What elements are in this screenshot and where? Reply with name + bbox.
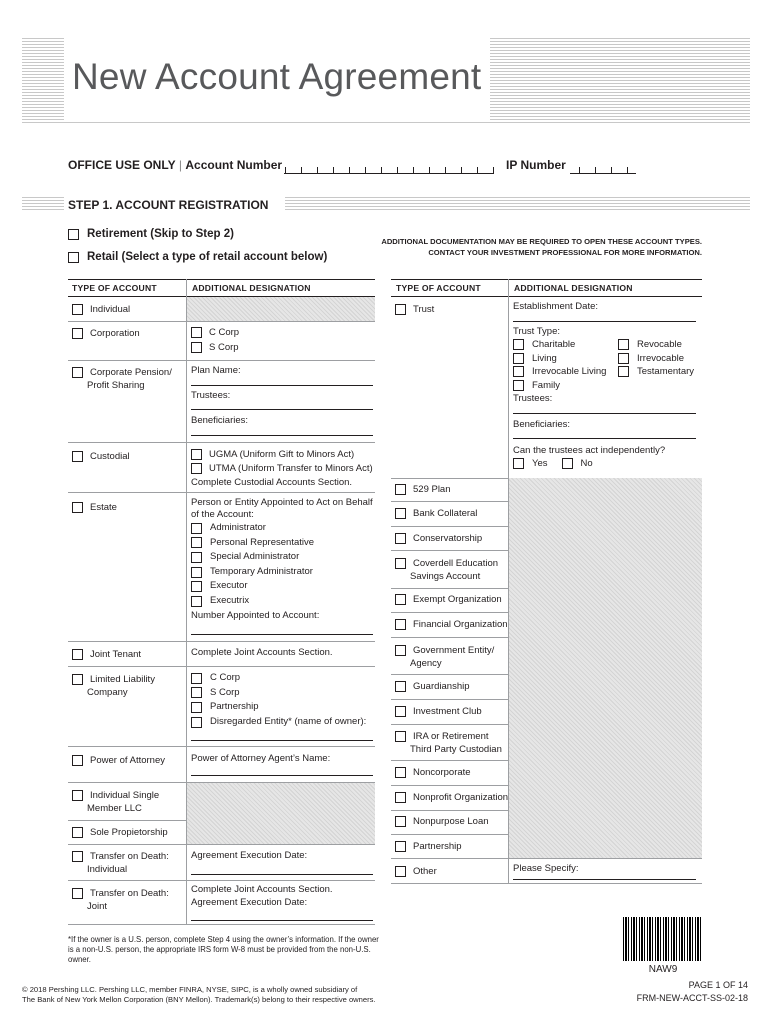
llc-checkbox[interactable]: [72, 674, 83, 685]
ira-checkbox[interactable]: [395, 731, 406, 742]
llc-designations: [191, 671, 366, 729]
title-rule: [22, 122, 750, 123]
pension-beneficiaries-label: Beneficiaries:: [191, 415, 249, 426]
estate-checkbox[interactable]: [72, 502, 83, 513]
step1-heading: STEP 1. ACCOUNT REGISTRATION: [68, 198, 269, 212]
llc-option[interactable]: Limited Liability Company: [72, 673, 155, 699]
ip-number-field[interactable]: [570, 162, 636, 174]
investment-club-option[interactable]: Investment Club: [395, 705, 482, 718]
executor-checkbox[interactable]: [191, 581, 202, 592]
testamentary-checkbox[interactable]: [618, 366, 629, 377]
estate-designations: Person or Entity Appointed to Act on Behalf of the Account: Administrator Personal Representative Special Administrator Temporary Administrator Executor Executrix Number Appointed to Account:: [191, 497, 373, 621]
form-id: FRM-NEW-ACCT-SS-02-18: [636, 993, 748, 1003]
yes-checkbox[interactable]: [513, 458, 524, 469]
disregarded-owner-field[interactable]: [191, 740, 373, 741]
act-independently-label: Can the trustees act independently?: [513, 445, 666, 456]
llc-partnership-option[interactable]: Partnership: [191, 700, 366, 715]
trust-type-label: Trust Type:: [513, 326, 560, 337]
please-specify-field[interactable]: [513, 879, 696, 880]
barcode-label: NAW9: [648, 964, 678, 975]
exempt-org-checkbox[interactable]: [395, 594, 406, 605]
investment-club-checkbox[interactable]: [395, 706, 406, 717]
trust-option[interactable]: Trust: [395, 303, 434, 316]
other-option[interactable]: Other: [395, 865, 437, 878]
sole-prop-checkbox[interactable]: [72, 827, 83, 838]
guardianship-option[interactable]: Guardianship: [395, 680, 470, 693]
irrevocable-living-checkbox[interactable]: [513, 366, 524, 377]
c-corp-checkbox[interactable]: [191, 327, 202, 338]
temp-admin-option[interactable]: Temporary Administrator: [191, 565, 373, 580]
guardianship-checkbox[interactable]: [395, 681, 406, 692]
poa-name-field[interactable]: [191, 775, 373, 776]
testamentary-option[interactable]: Testamentary: [618, 365, 694, 379]
llc-s-corp-checkbox[interactable]: [191, 687, 202, 698]
llc-disregarded-checkbox[interactable]: [191, 717, 202, 728]
right-designation-shaded: [509, 478, 702, 858]
corporation-checkbox[interactable]: [72, 328, 83, 339]
personal-rep-checkbox[interactable]: [191, 537, 202, 548]
retail-option[interactable]: Retail (Select a type of retail account below): [68, 251, 327, 263]
executrix-option[interactable]: Executrix: [191, 594, 373, 609]
charitable-checkbox[interactable]: [513, 339, 524, 350]
act-independently-options: Yes No: [513, 457, 593, 470]
financial-org-checkbox[interactable]: [395, 619, 406, 630]
estate-option[interactable]: Estate: [72, 501, 117, 514]
tod-joint-option[interactable]: Transfer on Death: Joint: [72, 887, 169, 913]
exempt-org-option[interactable]: Exempt Organization: [395, 593, 502, 606]
financial-org-option[interactable]: Financial Organization: [395, 618, 508, 631]
header-stripe-left: [22, 38, 64, 122]
other-checkbox[interactable]: [395, 866, 406, 877]
step-stripe-left: [22, 197, 64, 211]
executor-option[interactable]: Executor: [191, 579, 373, 594]
utma-checkbox[interactable]: [191, 463, 202, 474]
revocable-option[interactable]: Revocable: [618, 338, 694, 352]
bank-collateral-checkbox[interactable]: [395, 508, 406, 519]
tod-individual-date-label: Agreement Execution Date:: [191, 850, 308, 861]
number-appointed-field[interactable]: [191, 634, 373, 635]
poa-name-label: Power of Attorney Agent’s Name:: [191, 753, 331, 764]
retirement-option[interactable]: Retirement (Skip to Step 2): [68, 228, 234, 240]
copyright: © 2018 Pershing LLC. Pershing LLC, member FINRA, NYSE, SIPC, is a wholly owned subsidiary of The Bank of New York Mellon Corporation (BNY Mellon). Trademark(s) belong to their respective owners.: [22, 985, 376, 1004]
tod-joint-date-field[interactable]: [191, 920, 373, 921]
account-number-field[interactable]: [284, 162, 494, 174]
pension-beneficiaries-field[interactable]: [191, 435, 373, 436]
trust-types-left: Charitable Living Irrevocable Living Family Trustees:: [513, 339, 607, 405]
ip-number-label: IP Number: [506, 158, 566, 172]
pension-checkbox[interactable]: [72, 367, 83, 378]
account-number-label: Account Number: [185, 158, 283, 172]
tod-individual-date-field[interactable]: [191, 874, 373, 875]
llc-s-corp-option[interactable]: S Corp: [191, 686, 366, 701]
coverdell-checkbox[interactable]: [395, 558, 406, 569]
government-checkbox[interactable]: [395, 645, 406, 656]
tod-individual-option[interactable]: Transfer on Death: Individual: [72, 850, 169, 876]
single-member-shaded: [187, 783, 375, 844]
s-corp-checkbox[interactable]: [191, 342, 202, 353]
individual-checkbox[interactable]: [72, 304, 83, 315]
llc-disregarded-option[interactable]: Disregarded Entity* (name of owner):: [191, 715, 366, 730]
header-stripe-right: [490, 38, 750, 122]
joint-tenant-option[interactable]: Joint Tenant: [72, 648, 141, 661]
llc-c-corp-option[interactable]: C Corp: [191, 671, 366, 686]
ugma-option[interactable]: UGMA (Uniform Gift to Minors Act): [191, 448, 373, 461]
conservatorship-checkbox[interactable]: [395, 533, 406, 544]
trust-trustees-field[interactable]: [513, 413, 696, 414]
col-header-type-right: TYPE OF ACCOUNT: [396, 283, 481, 293]
plan-name-field[interactable]: [191, 385, 373, 386]
trust-beneficiaries-label: Beneficiaries:: [513, 419, 571, 430]
sole-prop-option[interactable]: Sole Propietorship: [72, 826, 168, 839]
noncorporate-option[interactable]: Noncorporate: [395, 766, 471, 779]
government-option[interactable]: Government Entity/ Agency: [395, 644, 494, 670]
col-header-desig-left: ADDITIONAL DESIGNATION: [192, 283, 311, 293]
pension-trustees-label: Trustees:: [191, 390, 231, 401]
special-admin-option[interactable]: Special Administrator: [191, 550, 373, 565]
col-header-type-left: TYPE OF ACCOUNT: [72, 283, 157, 293]
special-admin-checkbox[interactable]: [191, 552, 202, 563]
family-checkbox[interactable]: [513, 380, 524, 391]
office-use-row: OFFICE USE ONLY | Account Number: [68, 158, 283, 172]
noncorporate-checkbox[interactable]: [395, 767, 406, 778]
llc-partnership-checkbox[interactable]: [191, 702, 202, 713]
no-checkbox[interactable]: [562, 458, 573, 469]
irrevocable-living-option[interactable]: Irrevocable Living: [513, 365, 606, 379]
page-number: PAGE 1 OF 14: [688, 980, 748, 990]
ugma-checkbox[interactable]: [191, 449, 202, 460]
footnote: *If the owner is a U.S. person, complete Step 4 using the owner’s information. If the owner is a non-U.S. person, the appropriate IRS form W-8 must be provided from the non-U.S. owner.: [68, 935, 379, 964]
utma-option[interactable]: UTMA (Uniform Transfer to Minors Act): [191, 462, 373, 475]
partnership-checkbox[interactable]: [395, 841, 406, 852]
nonpurpose-checkbox[interactable]: [395, 816, 406, 827]
establishment-label: Establishment Date:: [513, 301, 599, 312]
nonprofit-checkbox[interactable]: [395, 792, 406, 803]
nonprofit-option[interactable]: Nonprofit Organization: [395, 791, 508, 804]
plan-529-option[interactable]: 529 Plan: [395, 483, 451, 496]
irrevocable-option[interactable]: Irrevocable: [618, 352, 694, 366]
coverdell-option[interactable]: Coverdell Education Savings Account: [395, 557, 498, 583]
administrator-checkbox[interactable]: [191, 523, 202, 534]
trust-beneficiaries-field[interactable]: [513, 438, 696, 439]
corp-c-corp-option[interactable]: C Corp: [191, 326, 239, 339]
retirement-checkbox[interactable]: [68, 229, 79, 240]
joint-note: Complete Joint Accounts Section.: [191, 647, 333, 658]
please-specify-label: Please Specify:: [513, 863, 579, 874]
ira-option[interactable]: IRA or Retirement Third Party Custodian: [395, 730, 502, 756]
page-title: New Account Agreement: [72, 56, 482, 97]
bank-collateral-option[interactable]: Bank Collateral: [395, 507, 477, 520]
single-member-checkbox[interactable]: [72, 790, 83, 801]
poa-checkbox[interactable]: [72, 755, 83, 766]
col-header-desig-right: ADDITIONAL DESIGNATION: [514, 283, 633, 293]
tod-individual-checkbox[interactable]: [72, 851, 83, 862]
pension-option[interactable]: Corporate Pension/ Profit Sharing: [72, 366, 172, 392]
corporation-designations: [191, 326, 239, 354]
administrator-option[interactable]: Administrator: [191, 521, 373, 536]
individual-option[interactable]: Individual: [72, 303, 130, 316]
retail-checkbox[interactable]: [68, 252, 79, 263]
notice-text: ADDITIONAL DOCUMENTATION MAY BE REQUIRED TO OPEN THESE ACCOUNT TYPES. CONTACT YOUR INVESTMENT PROFESSIONAL FOR MORE INFORMATION.: [381, 237, 702, 257]
establishment-field[interactable]: [513, 321, 696, 322]
custodial-checkbox[interactable]: [72, 451, 83, 462]
corporation-option[interactable]: Corporation: [72, 327, 140, 340]
custodial-option[interactable]: Custodial: [72, 450, 130, 463]
single-member-option[interactable]: Individual Single Member LLC: [72, 789, 159, 815]
llc-c-corp-checkbox[interactable]: [191, 673, 202, 684]
executrix-checkbox[interactable]: [191, 596, 202, 607]
charitable-option[interactable]: Charitable: [513, 338, 606, 352]
irrevocable-checkbox[interactable]: [618, 353, 629, 364]
pension-trustees-field[interactable]: [191, 409, 373, 410]
joint-tenant-checkbox[interactable]: [72, 649, 83, 660]
corp-s-corp-option[interactable]: S Corp: [191, 341, 239, 354]
temp-admin-checkbox[interactable]: [191, 567, 202, 578]
partnership-option[interactable]: Partnership: [395, 840, 462, 853]
office-use-label: OFFICE USE ONLY: [68, 158, 176, 172]
tod-joint-checkbox[interactable]: [72, 888, 83, 899]
revocable-checkbox[interactable]: [618, 339, 629, 350]
barcode: [623, 917, 703, 961]
plan-529-checkbox[interactable]: [395, 484, 406, 495]
tod-joint-designation: Complete Joint Accounts Section. Agreement Execution Date:: [191, 884, 333, 908]
plan-name-label: Plan Name:: [191, 365, 241, 376]
trust-types-right: [618, 338, 694, 379]
family-option[interactable]: Family: [513, 379, 606, 393]
trust-checkbox[interactable]: [395, 304, 406, 315]
living-checkbox[interactable]: [513, 353, 524, 364]
personal-rep-option[interactable]: Personal Representative: [191, 536, 373, 551]
conservatorship-option[interactable]: Conservatorship: [395, 532, 482, 545]
nonpurpose-option[interactable]: Nonpurpose Loan: [395, 815, 489, 828]
living-option[interactable]: Living: [513, 352, 606, 366]
custodial-designations: UGMA (Uniform Gift to Minors Act) UTMA (Uniform Transfer to Minors Act) Complete Custodial Accounts Section.: [191, 449, 373, 488]
step-stripe-right: [285, 197, 750, 211]
poa-option[interactable]: Power of Attorney: [72, 754, 165, 767]
individual-designation-shaded: [187, 297, 375, 321]
